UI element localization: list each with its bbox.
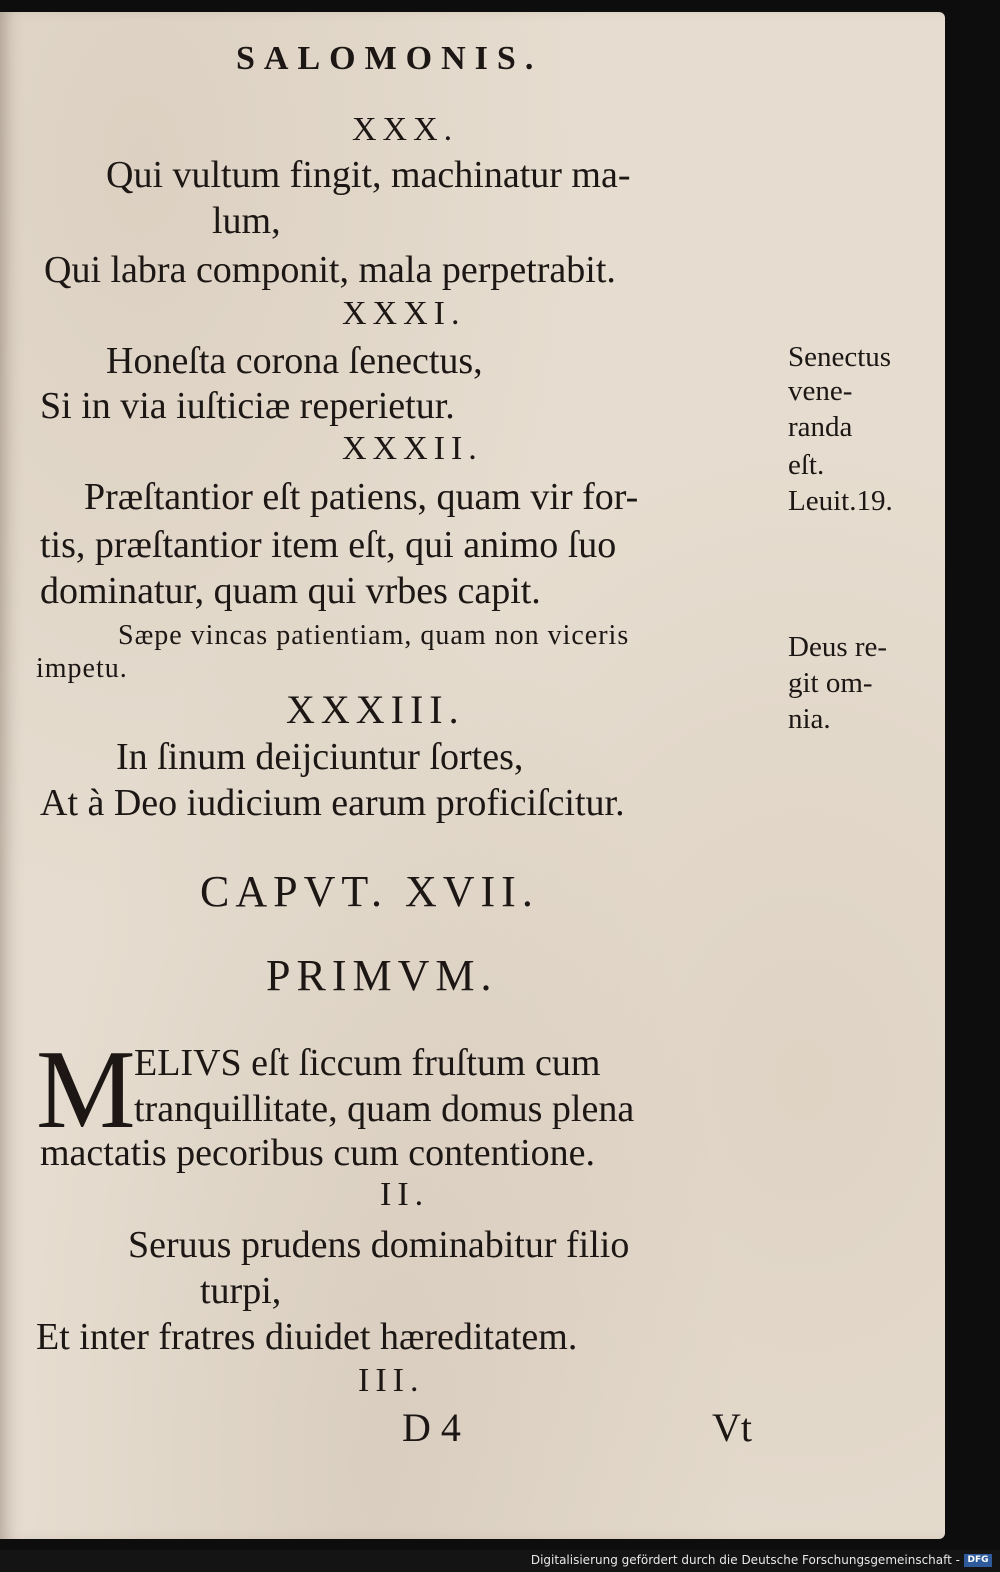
verse-number-xxxiii: XXXIII. [286, 687, 465, 732]
footer-credit: Digitalisierung gefördert durch die Deutsche Forschungsgemeinschaft - [530, 1553, 960, 1567]
verse-number-xxx: XXX. [352, 111, 459, 148]
verse-line: Qui vultum fingit, machinatur ma- [106, 154, 631, 196]
chapter-title: CAPVT. XVII. [200, 867, 539, 916]
verse-line: turpi, [200, 1270, 282, 1312]
verse-line: ELIVS eſt ſiccum fruſtum cum [134, 1042, 601, 1084]
margin-note-senectus: eſt. [788, 449, 825, 481]
verse-number-iii: III. [358, 1362, 425, 1399]
verse-line: mactatis pecoribus cum contentione. [40, 1132, 596, 1174]
margin-note-senectus: vene- [788, 375, 853, 407]
verse-number-xxxii: XXXII. [342, 430, 483, 467]
verse-number-ii: II. [380, 1176, 430, 1213]
verse-line: Et inter fratres diuidet hæreditatem. [36, 1316, 578, 1358]
margin-note-senectus: randa [788, 411, 853, 443]
verse-line: Si in via iuſticiæ reperietur. [40, 385, 455, 427]
verse-line: dominatur, quam qui vrbes capit. [40, 570, 541, 612]
commentary-line: impetu. [36, 653, 128, 684]
margin-note-deus: Deus re- [788, 631, 888, 663]
verse-number-xxxi: XXXI. [342, 295, 466, 332]
verse-line: Qui labra componit, mala perpetrabit. [44, 249, 616, 291]
chapter-subtitle: PRIMVM. [266, 951, 498, 1000]
verse-line: Seruus prudens dominabitur filio [128, 1224, 630, 1266]
signature-mark: D 4 [402, 1405, 461, 1450]
verse-line: At à Deo iudicium earum proficiſcitur. [40, 782, 625, 824]
verse-line: lum, [212, 200, 281, 242]
catchword: Vt [712, 1405, 752, 1450]
verse-line: tis, præſtantior item eſt, qui animo ſuo [40, 524, 617, 566]
verse-line: Præſtantior eſt patiens, quam vir for- [84, 476, 639, 518]
drop-cap: M [36, 1028, 136, 1152]
margin-note-deus: nia. [788, 703, 831, 735]
commentary-line: Sæpe vincas patientiam, quam non viceris [118, 620, 630, 651]
margin-note-senectus: Senectus [788, 341, 892, 373]
dfg-logo: DFG [964, 1554, 992, 1567]
margin-note-deus: git om- [788, 667, 873, 699]
running-head: SALOMONIS. [236, 40, 543, 77]
verse-line: In ſinum deijciuntur ſortes, [116, 736, 524, 778]
verse-line: tranquillitate, quam domus plena [134, 1088, 635, 1130]
book-page [0, 12, 945, 1539]
verse-line: Honeſta corona ſenectus, [106, 340, 483, 382]
margin-note-senectus: Leuit.19. [788, 485, 893, 517]
